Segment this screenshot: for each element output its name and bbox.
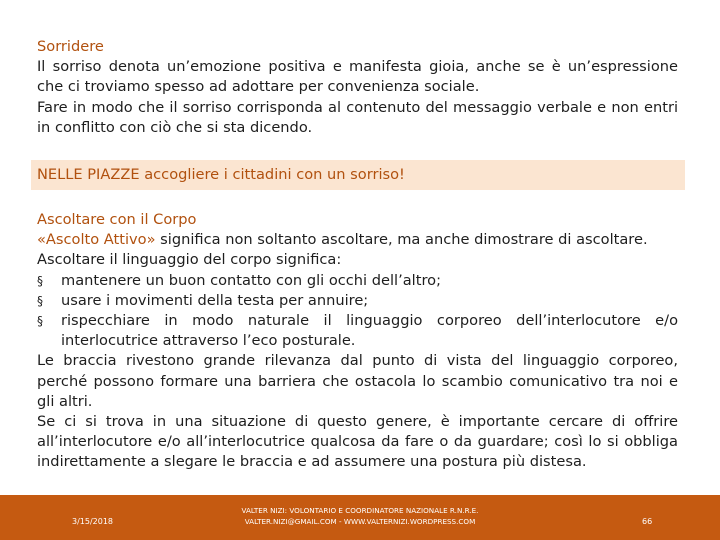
footer-credits — [190, 505, 530, 527]
section-title-smiling: Sorridere — [37, 38, 104, 55]
list-item — [37, 271, 678, 291]
list-intro: Ascoltare il linguaggio del corpo significa: — [37, 251, 342, 269]
active-listening-paragraph — [37, 230, 678, 250]
bullet-marker: § — [37, 293, 43, 308]
section-body-listening — [37, 210, 678, 473]
section-smiling — [37, 37, 678, 138]
highlight-banner — [31, 160, 685, 190]
paragraph: Le braccia rivestono grande rilevanza dal punto di vista del linguaggio corporeo, perché possono formare una barriera che ostacola lo scambio comunicativo tra noi e gli altri. — [37, 352, 678, 410]
page-number: 66 — [642, 517, 653, 526]
list-item — [37, 311, 678, 351]
list-item-text: usare i movimenti della testa per annuire; — [61, 291, 369, 309]
list-item — [37, 291, 678, 311]
footer-date: 3/15/2018 — [72, 517, 114, 526]
active-listening-text: significa non soltanto ascoltare, ma anche dimostrare di ascoltare. — [155, 231, 648, 249]
banner-text: NELLE PIAZZE accogliere i cittadini con un sorriso! — [37, 166, 405, 183]
bullet-marker: § — [37, 273, 43, 288]
paragraph: Il sorriso denota un’emozione positiva e manifesta gioia, anche se è un’espressione che ci troviamo spesso ad adottare per convenienza sociale. — [37, 58, 678, 96]
footer-contact-line: VALTER.NIZI@GMAIL.COM - WWW.VALTERNIZI.WORDPRESS.COM — [244, 517, 476, 526]
active-listening-term: «Ascolto Attivo» — [37, 231, 156, 249]
section-title-listening: Ascoltare con il Corpo — [37, 211, 197, 228]
footer-bar — [0, 495, 720, 540]
paragraph: Se ci si trova in una situazione di questo genere, è importante cercare di offrire all’interlocutore e/o all’interlocutrice qualcosa da fare o da guardare; così lo si obbliga indirettamente a slegare le braccia e ad assumere una postura più distesa. — [37, 413, 678, 471]
paragraph: Fare in modo che il sorriso corrisponda al contenuto del messaggio verbale e non entri in conflitto con ciò che si sta dicendo. — [37, 98, 678, 136]
list-item-text: rispecchiare in modo naturale il linguaggio corporeo dell’interlocutore e/o interlocutrice attraverso l’eco posturale. — [61, 312, 678, 350]
footer-author-line: VALTER NIZI: VOLONTARIO E COORDINATORE NAZIONALE R.N.R.E. — [241, 506, 479, 515]
list-item-text: mantenere un buon contatto con gli occhi dell’altro; — [61, 271, 441, 289]
bullet-marker: § — [37, 314, 43, 329]
